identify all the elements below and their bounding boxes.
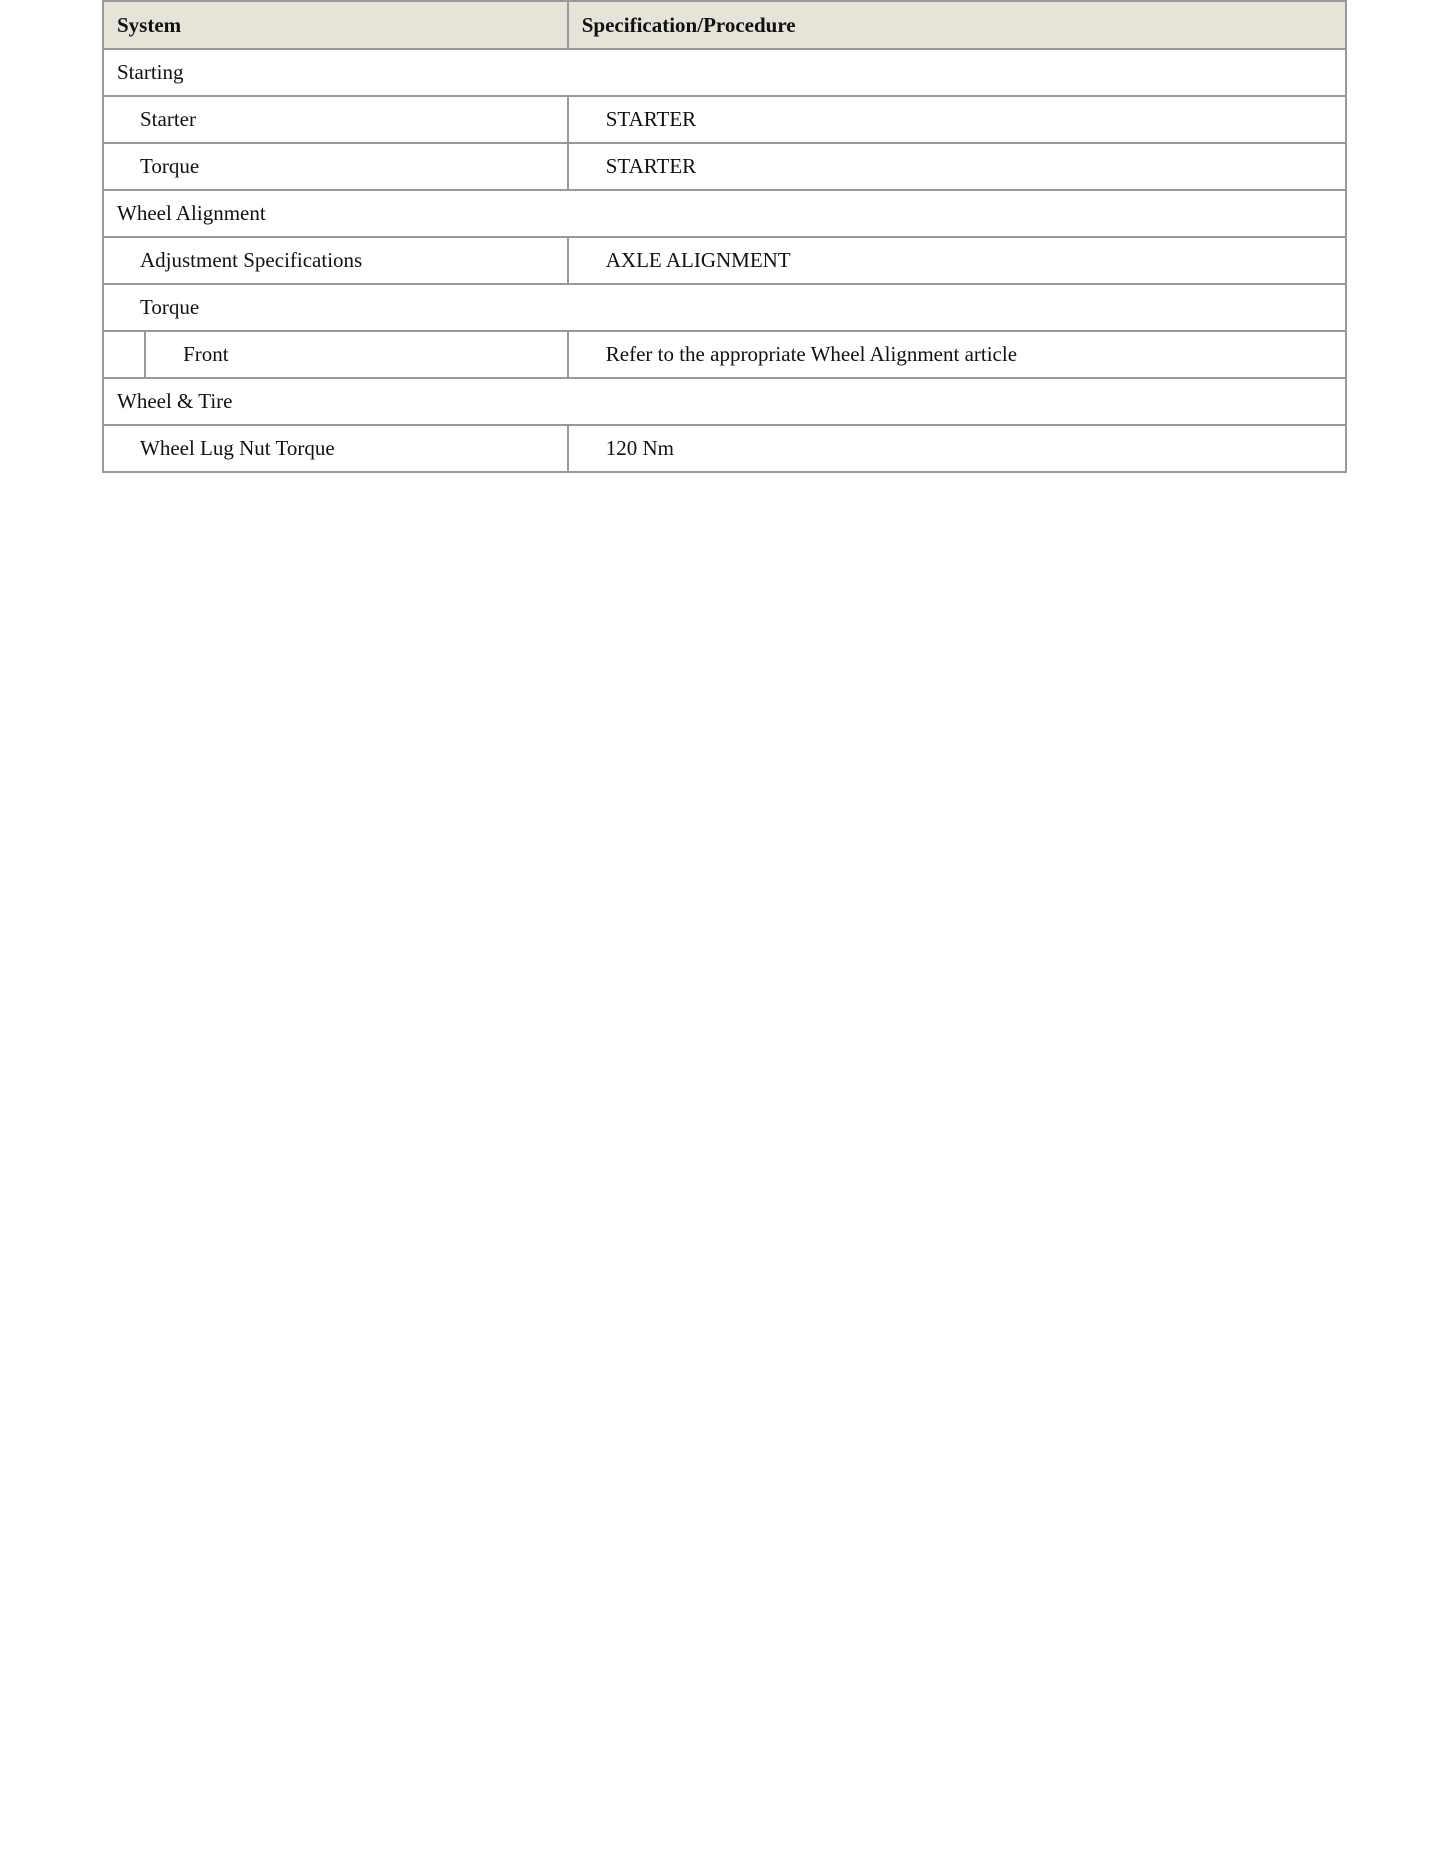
spec-link-axle-alignment[interactable]: AXLE ALIGNMENT [568,237,1346,284]
spec-link-starter[interactable]: STARTER [568,96,1346,143]
spec-cell-lug-nut-torque: 120 Nm [568,425,1346,472]
header-system: System [103,1,568,49]
table-row [103,331,1346,378]
subgroup-label-torque: Torque [103,284,1346,331]
system-cell-adjustment-specifications: Adjustment Specifications [103,237,568,284]
table-row [103,143,1346,190]
table-row [103,96,1346,143]
table-row [103,425,1346,472]
system-cell-wheel-lug-nut-torque: Wheel Lug Nut Torque [103,425,568,472]
system-cell-torque: Torque [103,143,568,190]
table-row [103,237,1346,284]
spec-cell-front: Refer to the appropriate Wheel Alignment article [568,331,1346,378]
system-cell-starter: Starter [103,96,568,143]
table-row-group [103,49,1346,96]
header-specification-procedure: Specification/Procedure [568,1,1346,49]
table-row-group [103,378,1346,425]
spec-link-starter[interactable]: STARTER [568,143,1346,190]
table-row-subgroup [103,284,1346,331]
specification-table [102,0,1347,473]
table-row-group [103,190,1346,237]
table-header-row [103,1,1346,49]
group-label-wheel-tire: Wheel & Tire [103,378,1346,425]
indent-cell [103,331,145,378]
system-cell-front: Front [145,331,568,378]
group-label-wheel-alignment: Wheel Alignment [103,190,1346,237]
group-label-starting: Starting [103,49,1346,96]
